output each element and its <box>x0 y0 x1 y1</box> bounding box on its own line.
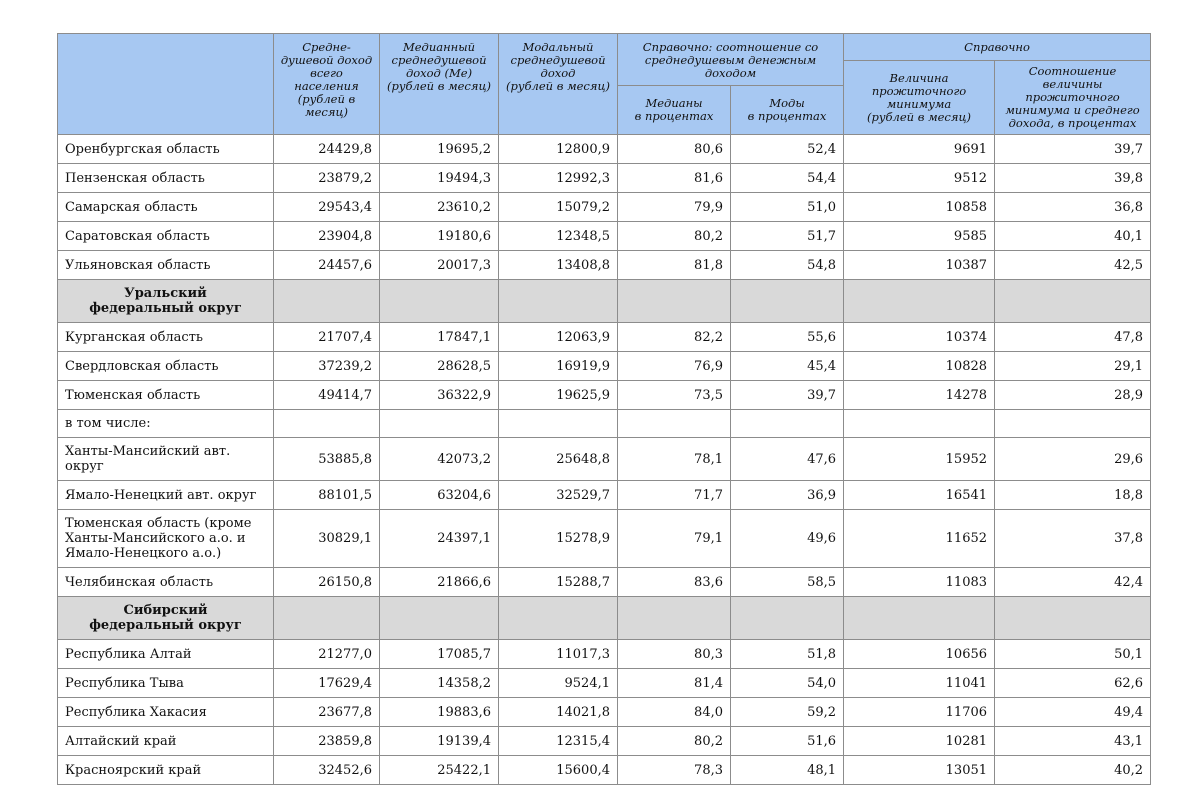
table-row <box>58 698 1151 727</box>
cell-ratio-median: 80,2 <box>618 727 731 756</box>
cell-avg: 88101,5 <box>274 481 380 510</box>
cell-median: 63204,6 <box>380 481 499 510</box>
header-subsistence-minimum: Величина прожиточного минимума (рублей в месяц) <box>844 61 995 135</box>
cell-modal: 25648,8 <box>499 438 618 481</box>
table-row <box>58 352 1151 381</box>
cell-ratio-mode: 51,7 <box>731 222 844 251</box>
cell-modal <box>499 410 618 438</box>
cell-region-name: Тюменская область (кроме Ханты-Мансийского а.о. и Ямало-Ненецкого а.о.) <box>58 510 274 568</box>
cell-modal: 15278,9 <box>499 510 618 568</box>
cell-ratio-mode: 54,0 <box>731 669 844 698</box>
cell-region-name: Саратовская область <box>58 222 274 251</box>
cell-ratio-median: 80,3 <box>618 640 731 669</box>
cell-ratio-median: 76,9 <box>618 352 731 381</box>
cell-modal: 15600,4 <box>499 756 618 785</box>
cell-ratio-median <box>618 597 731 640</box>
cell-ratio-mode: 47,6 <box>731 438 844 481</box>
cell-ratio-median: 79,1 <box>618 510 731 568</box>
cell-modal <box>499 280 618 323</box>
header-median-income: Медианный среднедушевой доход (Ме) (рублей в месяц) <box>380 34 499 135</box>
cell-median: 17085,7 <box>380 640 499 669</box>
cell-subsistence: 14278 <box>844 381 995 410</box>
cell-modal: 16919,9 <box>499 352 618 381</box>
cell-subsistence <box>844 597 995 640</box>
table-row <box>58 568 1151 597</box>
cell-median: 19139,4 <box>380 727 499 756</box>
header-subsistence-ratio: Соотношение величины прожиточного минимума и среднего дохода, в процентах <box>995 61 1151 135</box>
cell-avg: 49414,7 <box>274 381 380 410</box>
cell-region-name: Красноярский край <box>58 756 274 785</box>
cell-region-name: Ульяновская область <box>58 251 274 280</box>
cell-median: 14358,2 <box>380 669 499 698</box>
cell-subsistence-ratio: 40,1 <box>995 222 1151 251</box>
cell-ratio-mode: 48,1 <box>731 756 844 785</box>
cell-ratio-mode: 55,6 <box>731 323 844 352</box>
cell-avg: 23677,8 <box>274 698 380 727</box>
cell-subsistence: 16541 <box>844 481 995 510</box>
cell-avg: 53885,8 <box>274 438 380 481</box>
cell-ratio-median: 82,2 <box>618 323 731 352</box>
table-row <box>58 481 1151 510</box>
cell-subsistence: 10656 <box>844 640 995 669</box>
header-ratio-median: Медианы в процентах <box>618 85 731 134</box>
cell-modal: 12315,4 <box>499 727 618 756</box>
table-row <box>58 323 1151 352</box>
cell-ratio-mode: 49,6 <box>731 510 844 568</box>
cell-region-name: Самарская область <box>58 193 274 222</box>
cell-subsistence-ratio: 62,6 <box>995 669 1151 698</box>
cell-region-name: Республика Алтай <box>58 640 274 669</box>
cell-modal: 12992,3 <box>499 164 618 193</box>
cell-ratio-median: 78,1 <box>618 438 731 481</box>
cell-median: 20017,3 <box>380 251 499 280</box>
cell-avg: 24429,8 <box>274 135 380 164</box>
cell-region-name: Ханты-Мансийский авт. округ <box>58 438 274 481</box>
cell-avg: 32452,6 <box>274 756 380 785</box>
cell-subsistence-ratio <box>995 410 1151 438</box>
caption-row <box>58 410 1151 438</box>
cell-avg: 23904,8 <box>274 222 380 251</box>
cell-modal: 15079,2 <box>499 193 618 222</box>
cell-region-name: Республика Тыва <box>58 669 274 698</box>
cell-region-name: Республика Хакасия <box>58 698 274 727</box>
cell-region-name: Свердловская область <box>58 352 274 381</box>
cell-modal: 13408,8 <box>499 251 618 280</box>
cell-median: 19494,3 <box>380 164 499 193</box>
table-row <box>58 222 1151 251</box>
table-row <box>58 251 1151 280</box>
cell-ratio-mode: 39,7 <box>731 381 844 410</box>
cell-ratio-mode: 54,4 <box>731 164 844 193</box>
cell-median: 19180,6 <box>380 222 499 251</box>
cell-subsistence: 15952 <box>844 438 995 481</box>
cell-ratio-mode: 51,8 <box>731 640 844 669</box>
table-row <box>58 669 1151 698</box>
cell-median <box>380 280 499 323</box>
cell-avg: 29543,4 <box>274 193 380 222</box>
cell-ratio-mode: 51,0 <box>731 193 844 222</box>
cell-avg: 17629,4 <box>274 669 380 698</box>
cell-avg: 30829,1 <box>274 510 380 568</box>
cell-subsistence: 11083 <box>844 568 995 597</box>
cell-subsistence-ratio: 50,1 <box>995 640 1151 669</box>
cell-avg: 37239,2 <box>274 352 380 381</box>
cell-avg: 26150,8 <box>274 568 380 597</box>
cell-subsistence-ratio: 40,2 <box>995 756 1151 785</box>
cell-subsistence <box>844 410 995 438</box>
cell-region-name: Оренбургская область <box>58 135 274 164</box>
cell-region-name: в том числе: <box>58 410 274 438</box>
cell-avg: 21277,0 <box>274 640 380 669</box>
cell-ratio-median: 81,8 <box>618 251 731 280</box>
table-row <box>58 756 1151 785</box>
table-row <box>58 510 1151 568</box>
cell-modal: 11017,3 <box>499 640 618 669</box>
cell-subsistence: 9691 <box>844 135 995 164</box>
cell-median: 19695,2 <box>380 135 499 164</box>
cell-subsistence: 11652 <box>844 510 995 568</box>
cell-region-name: Ямало-Ненецкий авт. округ <box>58 481 274 510</box>
cell-region-name: Пензенская область <box>58 164 274 193</box>
cell-subsistence: 10281 <box>844 727 995 756</box>
table-row <box>58 640 1151 669</box>
cell-subsistence-ratio: 28,9 <box>995 381 1151 410</box>
cell-ratio-median <box>618 410 731 438</box>
cell-region-name: Сибирский федеральный округ <box>58 597 274 640</box>
region-header-row <box>58 597 1151 640</box>
cell-subsistence-ratio: 49,4 <box>995 698 1151 727</box>
cell-ratio-mode: 52,4 <box>731 135 844 164</box>
cell-subsistence: 10858 <box>844 193 995 222</box>
cell-median: 24397,1 <box>380 510 499 568</box>
cell-subsistence-ratio: 42,4 <box>995 568 1151 597</box>
cell-subsistence: 9585 <box>844 222 995 251</box>
cell-ratio-mode: 36,9 <box>731 481 844 510</box>
cell-ratio-mode <box>731 597 844 640</box>
cell-modal: 15288,7 <box>499 568 618 597</box>
cell-subsistence-ratio: 43,1 <box>995 727 1151 756</box>
cell-subsistence-ratio: 37,8 <box>995 510 1151 568</box>
cell-modal: 9524,1 <box>499 669 618 698</box>
table-row <box>58 135 1151 164</box>
cell-avg: 21707,4 <box>274 323 380 352</box>
cell-subsistence-ratio: 18,8 <box>995 481 1151 510</box>
cell-median: 36322,9 <box>380 381 499 410</box>
cell-subsistence: 9512 <box>844 164 995 193</box>
cell-modal: 12348,5 <box>499 222 618 251</box>
table-row <box>58 727 1151 756</box>
cell-subsistence-ratio: 29,1 <box>995 352 1151 381</box>
region-header-row <box>58 280 1151 323</box>
cell-ratio-median <box>618 280 731 323</box>
cell-subsistence: 10374 <box>844 323 995 352</box>
cell-ratio-median: 71,7 <box>618 481 731 510</box>
cell-avg: 23859,8 <box>274 727 380 756</box>
cell-ratio-median: 73,5 <box>618 381 731 410</box>
cell-subsistence: 13051 <box>844 756 995 785</box>
cell-median <box>380 410 499 438</box>
cell-ratio-mode: 58,5 <box>731 568 844 597</box>
header-ratio-mode: Моды в процентах <box>731 85 844 134</box>
cell-median: 17847,1 <box>380 323 499 352</box>
cell-subsistence: 11041 <box>844 669 995 698</box>
cell-ratio-median: 78,3 <box>618 756 731 785</box>
cell-ratio-mode: 54,8 <box>731 251 844 280</box>
cell-ratio-median: 84,0 <box>618 698 731 727</box>
cell-subsistence <box>844 280 995 323</box>
cell-region-name: Челябинская область <box>58 568 274 597</box>
table-body <box>58 135 1151 785</box>
cell-median: 25422,1 <box>380 756 499 785</box>
cell-median: 42073,2 <box>380 438 499 481</box>
cell-region-name: Тюменская область <box>58 381 274 410</box>
cell-subsistence-ratio: 36,8 <box>995 193 1151 222</box>
cell-ratio-mode: 45,4 <box>731 352 844 381</box>
header-reference-group: Справочно <box>844 34 1151 61</box>
cell-ratio-median: 79,9 <box>618 193 731 222</box>
cell-subsistence-ratio <box>995 597 1151 640</box>
cell-subsistence-ratio: 29,6 <box>995 438 1151 481</box>
cell-avg <box>274 280 380 323</box>
cell-subsistence-ratio: 39,8 <box>995 164 1151 193</box>
cell-ratio-mode <box>731 410 844 438</box>
header-ratio-group: Справочно: соотношение со среднедушевым денежным доходом <box>618 34 844 86</box>
cell-modal: 32529,7 <box>499 481 618 510</box>
table-header <box>58 34 1151 135</box>
cell-median: 19883,6 <box>380 698 499 727</box>
table-row <box>58 438 1151 481</box>
table-row <box>58 381 1151 410</box>
cell-modal: 12063,9 <box>499 323 618 352</box>
cell-ratio-median: 81,4 <box>618 669 731 698</box>
cell-modal: 14021,8 <box>499 698 618 727</box>
cell-subsistence: 10828 <box>844 352 995 381</box>
cell-modal: 19625,9 <box>499 381 618 410</box>
cell-median <box>380 597 499 640</box>
cell-avg: 24457,6 <box>274 251 380 280</box>
cell-subsistence-ratio: 47,8 <box>995 323 1151 352</box>
table-row <box>58 164 1151 193</box>
cell-modal: 12800,9 <box>499 135 618 164</box>
cell-ratio-mode: 51,6 <box>731 727 844 756</box>
cell-ratio-median: 80,6 <box>618 135 731 164</box>
cell-ratio-mode: 59,2 <box>731 698 844 727</box>
table-row <box>58 193 1151 222</box>
cell-subsistence-ratio <box>995 280 1151 323</box>
cell-ratio-median: 83,6 <box>618 568 731 597</box>
cell-region-name: Уральский федеральный округ <box>58 280 274 323</box>
cell-subsistence: 11706 <box>844 698 995 727</box>
cell-region-name: Курганская область <box>58 323 274 352</box>
cell-ratio-median: 81,6 <box>618 164 731 193</box>
cell-avg <box>274 597 380 640</box>
cell-region-name: Алтайский край <box>58 727 274 756</box>
cell-ratio-median: 80,2 <box>618 222 731 251</box>
cell-median: 28628,5 <box>380 352 499 381</box>
cell-subsistence: 10387 <box>844 251 995 280</box>
cell-avg: 23879,2 <box>274 164 380 193</box>
cell-median: 21866,6 <box>380 568 499 597</box>
cell-median: 23610,2 <box>380 193 499 222</box>
cell-subsistence-ratio: 39,7 <box>995 135 1151 164</box>
cell-subsistence-ratio: 42,5 <box>995 251 1151 280</box>
header-modal-income: Модальный среднедушевой доход (рублей в месяц) <box>499 34 618 135</box>
header-region-name <box>58 34 274 135</box>
income-table <box>57 33 1151 785</box>
cell-ratio-mode <box>731 280 844 323</box>
cell-modal <box>499 597 618 640</box>
header-avg-income: Средне- душевой доход всего населения (рублей в месяц) <box>274 34 380 135</box>
cell-avg <box>274 410 380 438</box>
